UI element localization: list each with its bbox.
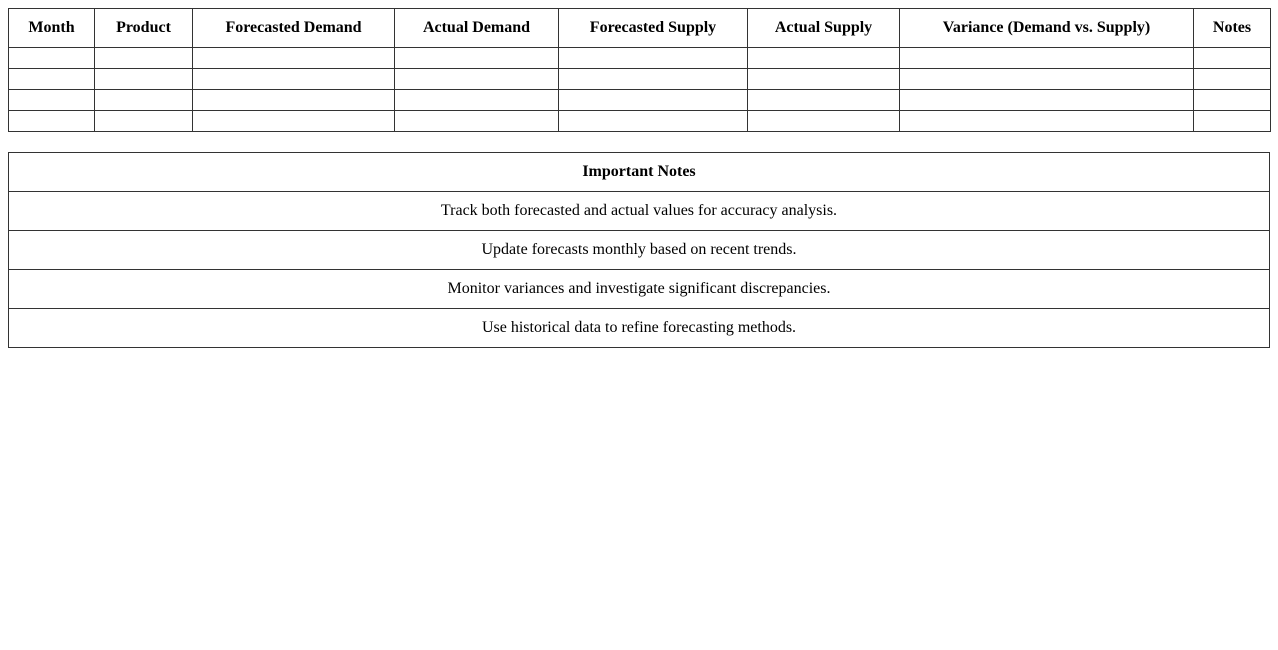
column-header-forecasted-demand: Forecasted Demand: [193, 9, 395, 48]
column-header-product: Product: [95, 9, 193, 48]
column-header-notes: Notes: [1194, 9, 1271, 48]
list-item: [9, 309, 1270, 348]
table-cell: [193, 69, 395, 90]
table-cell: [748, 69, 900, 90]
table-cell: [900, 90, 1194, 111]
note-text: Track both forecasted and actual values for accuracy analysis.: [9, 192, 1270, 231]
table-cell: [748, 90, 900, 111]
table-cell: [1194, 90, 1271, 111]
table-cell: [559, 90, 748, 111]
table-cell: [1194, 48, 1271, 69]
table-header-row: [9, 9, 1271, 48]
list-item: [9, 192, 1270, 231]
table-cell: [395, 69, 559, 90]
table-cell: [748, 111, 900, 132]
notes-title: Important Notes: [9, 153, 1270, 192]
table-cell: [559, 69, 748, 90]
table-row: [9, 111, 1271, 132]
table-row: [9, 48, 1271, 69]
table-cell: [95, 69, 193, 90]
table-cell: [900, 48, 1194, 69]
table-cell: [900, 69, 1194, 90]
column-header-actual-supply: Actual Supply: [748, 9, 900, 48]
column-header-forecasted-supply: Forecasted Supply: [559, 9, 748, 48]
table-cell: [748, 48, 900, 69]
important-notes-table: [8, 152, 1270, 348]
table-cell: [395, 90, 559, 111]
table-row: [9, 90, 1271, 111]
table-cell: [95, 90, 193, 111]
table-cell: [9, 69, 95, 90]
note-text: Monitor variances and investigate significant discrepancies.: [9, 270, 1270, 309]
notes-header-row: [9, 153, 1270, 192]
page-content: [8, 8, 1270, 348]
table-cell: [9, 48, 95, 69]
table-cell: [395, 111, 559, 132]
table-cell: [9, 111, 95, 132]
table-cell: [193, 90, 395, 111]
forecast-table: [8, 8, 1271, 132]
table-cell: [9, 90, 95, 111]
note-text: Update forecasts monthly based on recent trends.: [9, 231, 1270, 270]
table-cell: [193, 48, 395, 69]
note-text: Use historical data to refine forecasting methods.: [9, 309, 1270, 348]
table-cell: [95, 48, 193, 69]
table-cell: [395, 48, 559, 69]
table-cell: [1194, 69, 1271, 90]
column-header-variance: Variance (Demand vs. Supply): [900, 9, 1194, 48]
column-header-month: Month: [9, 9, 95, 48]
table-cell: [900, 111, 1194, 132]
column-header-actual-demand: Actual Demand: [395, 9, 559, 48]
table-row: [9, 69, 1271, 90]
table-cell: [559, 111, 748, 132]
list-item: [9, 270, 1270, 309]
list-item: [9, 231, 1270, 270]
table-cell: [559, 48, 748, 69]
table-cell: [95, 111, 193, 132]
table-cell: [1194, 111, 1271, 132]
table-cell: [193, 111, 395, 132]
